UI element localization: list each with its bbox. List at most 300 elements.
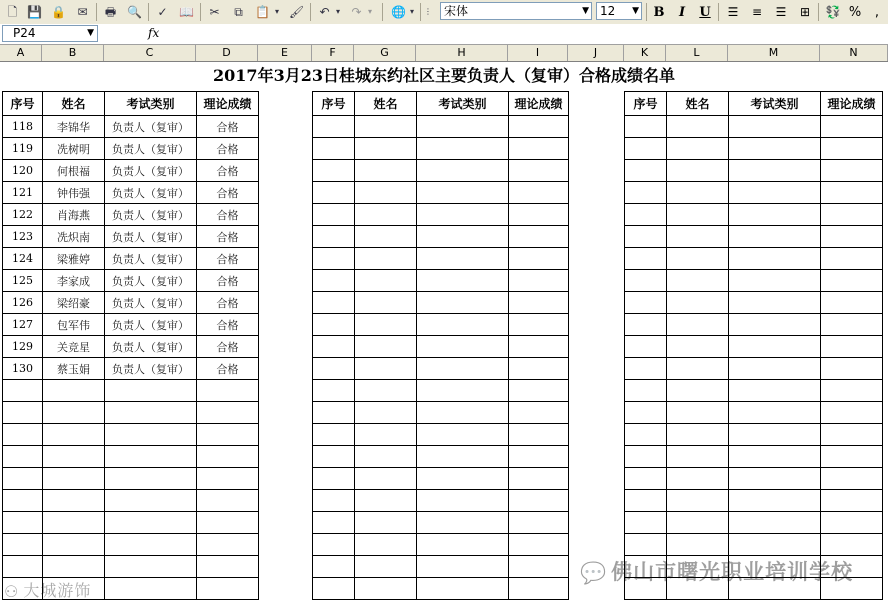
new-document-icon[interactable]: 🗋 bbox=[7, 4, 18, 19]
category-cell[interactable]: 负责人（复审） bbox=[105, 270, 197, 292]
category-cell[interactable] bbox=[417, 160, 509, 182]
score-cell[interactable]: 合格 bbox=[197, 336, 259, 358]
category-cell[interactable]: 负责人（复审） bbox=[105, 182, 197, 204]
category-cell[interactable] bbox=[105, 446, 197, 468]
seq-cell[interactable] bbox=[3, 556, 43, 578]
italic-button[interactable]: I bbox=[678, 4, 686, 20]
seq-cell[interactable] bbox=[313, 270, 355, 292]
category-cell[interactable]: 负责人（复审） bbox=[105, 248, 197, 270]
name-cell[interactable] bbox=[667, 204, 729, 226]
col-header-f[interactable]: F bbox=[312, 45, 354, 61]
score-cell[interactable] bbox=[509, 380, 569, 402]
seq-cell[interactable] bbox=[313, 314, 355, 336]
research-icon[interactable]: 📖 bbox=[179, 4, 194, 19]
seq-cell[interactable] bbox=[313, 160, 355, 182]
score-cell[interactable] bbox=[821, 182, 883, 204]
seq-cell[interactable] bbox=[313, 534, 355, 556]
category-cell[interactable] bbox=[417, 380, 509, 402]
seq-cell[interactable] bbox=[313, 358, 355, 380]
score-cell[interactable] bbox=[509, 446, 569, 468]
name-cell[interactable] bbox=[355, 490, 417, 512]
score-cell[interactable] bbox=[509, 270, 569, 292]
font-size-select[interactable] bbox=[596, 2, 642, 20]
name-cell[interactable]: 蔡玉娟 bbox=[43, 358, 105, 380]
seq-cell[interactable] bbox=[625, 468, 667, 490]
print-icon[interactable]: 🖶 bbox=[104, 4, 117, 19]
category-cell[interactable] bbox=[729, 204, 821, 226]
seq-cell[interactable] bbox=[313, 138, 355, 160]
category-cell[interactable]: 负责人（复审） bbox=[105, 292, 197, 314]
score-cell[interactable] bbox=[821, 314, 883, 336]
col-header-k[interactable]: K bbox=[624, 45, 666, 61]
seq-cell[interactable] bbox=[313, 578, 355, 600]
spelling-icon[interactable]: ✓ bbox=[157, 4, 168, 19]
name-cell[interactable] bbox=[43, 512, 105, 534]
seq-cell[interactable] bbox=[625, 534, 667, 556]
category-cell[interactable] bbox=[729, 292, 821, 314]
undo-icon[interactable]: ↶ bbox=[319, 4, 330, 19]
name-cell[interactable] bbox=[667, 380, 729, 402]
score-cell[interactable] bbox=[509, 116, 569, 138]
seq-cell[interactable] bbox=[313, 182, 355, 204]
seq-cell[interactable] bbox=[313, 292, 355, 314]
seq-cell[interactable]: 130 bbox=[3, 358, 43, 380]
seq-cell[interactable] bbox=[313, 336, 355, 358]
score-cell[interactable] bbox=[509, 578, 569, 600]
name-cell[interactable] bbox=[667, 314, 729, 336]
header-score[interactable]: 理论成绩 bbox=[821, 92, 883, 116]
score-cell[interactable] bbox=[821, 248, 883, 270]
score-cell[interactable] bbox=[197, 534, 259, 556]
seq-cell[interactable] bbox=[625, 116, 667, 138]
score-cell[interactable]: 合格 bbox=[197, 226, 259, 248]
name-cell[interactable] bbox=[355, 534, 417, 556]
seq-cell[interactable] bbox=[625, 336, 667, 358]
name-cell[interactable]: 关竞星 bbox=[43, 336, 105, 358]
score-cell[interactable] bbox=[821, 270, 883, 292]
seq-cell[interactable] bbox=[3, 512, 43, 534]
seq-cell[interactable] bbox=[313, 116, 355, 138]
category-cell[interactable] bbox=[729, 138, 821, 160]
seq-cell[interactable] bbox=[625, 402, 667, 424]
bold-button[interactable]: B bbox=[653, 4, 665, 20]
underline-button[interactable]: U bbox=[699, 4, 711, 20]
name-cell[interactable] bbox=[355, 182, 417, 204]
seq-cell[interactable] bbox=[625, 248, 667, 270]
seq-cell[interactable] bbox=[3, 534, 43, 556]
score-cell[interactable] bbox=[509, 292, 569, 314]
seq-cell[interactable] bbox=[3, 446, 43, 468]
score-cell[interactable] bbox=[197, 490, 259, 512]
score-cell[interactable]: 合格 bbox=[197, 358, 259, 380]
score-cell[interactable] bbox=[509, 490, 569, 512]
score-cell[interactable] bbox=[509, 138, 569, 160]
score-cell[interactable] bbox=[197, 380, 259, 402]
hyperlink-icon[interactable]: 🌐 bbox=[391, 4, 406, 19]
score-cell[interactable] bbox=[821, 292, 883, 314]
seq-cell[interactable] bbox=[625, 226, 667, 248]
score-cell[interactable] bbox=[197, 556, 259, 578]
copy-icon[interactable]: ⧉ bbox=[234, 4, 243, 19]
name-cell[interactable] bbox=[667, 226, 729, 248]
seq-cell[interactable] bbox=[625, 292, 667, 314]
col-header-h[interactable]: H bbox=[416, 45, 508, 61]
seq-cell[interactable]: 127 bbox=[3, 314, 43, 336]
category-cell[interactable] bbox=[105, 534, 197, 556]
seq-cell[interactable] bbox=[313, 512, 355, 534]
category-cell[interactable] bbox=[417, 116, 509, 138]
score-cell[interactable]: 合格 bbox=[197, 314, 259, 336]
name-cell[interactable]: 冼树明 bbox=[43, 138, 105, 160]
name-cell[interactable] bbox=[355, 402, 417, 424]
col-header-c[interactable]: C bbox=[104, 45, 196, 61]
seq-cell[interactable] bbox=[313, 226, 355, 248]
name-cell[interactable] bbox=[43, 402, 105, 424]
category-cell[interactable] bbox=[729, 446, 821, 468]
name-cell[interactable] bbox=[43, 556, 105, 578]
name-cell[interactable] bbox=[355, 116, 417, 138]
category-cell[interactable] bbox=[729, 534, 821, 556]
category-cell[interactable] bbox=[729, 490, 821, 512]
score-cell[interactable] bbox=[509, 512, 569, 534]
print-preview-icon[interactable]: 🔍 bbox=[127, 4, 142, 19]
name-cell[interactable] bbox=[355, 358, 417, 380]
header-name[interactable]: 姓名 bbox=[667, 92, 729, 116]
category-cell[interactable] bbox=[105, 578, 197, 600]
category-cell[interactable] bbox=[729, 248, 821, 270]
header-category[interactable]: 考试类别 bbox=[105, 92, 197, 116]
name-cell[interactable] bbox=[667, 292, 729, 314]
paste-icon[interactable]: 📋 bbox=[255, 4, 270, 19]
seq-cell[interactable] bbox=[313, 424, 355, 446]
category-cell[interactable] bbox=[729, 160, 821, 182]
score-cell[interactable] bbox=[197, 512, 259, 534]
col-header-a[interactable]: A bbox=[0, 45, 42, 61]
seq-cell[interactable]: 120 bbox=[3, 160, 43, 182]
name-cell[interactable] bbox=[355, 468, 417, 490]
seq-cell[interactable] bbox=[3, 490, 43, 512]
score-cell[interactable] bbox=[509, 314, 569, 336]
category-cell[interactable] bbox=[729, 468, 821, 490]
name-cell[interactable] bbox=[667, 336, 729, 358]
score-cell[interactable]: 合格 bbox=[197, 270, 259, 292]
category-cell[interactable] bbox=[417, 468, 509, 490]
name-cell[interactable] bbox=[355, 446, 417, 468]
category-cell[interactable] bbox=[105, 512, 197, 534]
redo-icon[interactable]: ↷ bbox=[351, 4, 362, 19]
cut-icon[interactable]: ✂ bbox=[209, 4, 220, 19]
score-cell[interactable] bbox=[821, 424, 883, 446]
category-cell[interactable] bbox=[105, 402, 197, 424]
category-cell[interactable] bbox=[105, 468, 197, 490]
header-seq[interactable]: 序号 bbox=[313, 92, 355, 116]
name-cell[interactable] bbox=[355, 138, 417, 160]
col-header-l[interactable]: L bbox=[666, 45, 728, 61]
category-cell[interactable] bbox=[105, 556, 197, 578]
seq-cell[interactable] bbox=[625, 424, 667, 446]
name-cell[interactable] bbox=[667, 116, 729, 138]
worksheet[interactable] bbox=[0, 61, 888, 610]
seq-cell[interactable]: 124 bbox=[3, 248, 43, 270]
score-cell[interactable] bbox=[197, 468, 259, 490]
header-seq[interactable]: 序号 bbox=[625, 92, 667, 116]
align-center-icon[interactable]: ≡ bbox=[751, 5, 763, 19]
name-cell[interactable] bbox=[355, 270, 417, 292]
name-cell[interactable] bbox=[667, 402, 729, 424]
seq-cell[interactable] bbox=[3, 424, 43, 446]
name-cell[interactable]: 肖海燕 bbox=[43, 204, 105, 226]
score-cell[interactable] bbox=[509, 248, 569, 270]
name-cell[interactable] bbox=[355, 248, 417, 270]
score-cell[interactable] bbox=[821, 468, 883, 490]
sheet-title[interactable]: 2017年3月23日桂城东约社区主要负责人（复审）合格成绩名单 bbox=[213, 66, 675, 85]
score-cell[interactable] bbox=[821, 138, 883, 160]
name-cell[interactable] bbox=[667, 534, 729, 556]
save-icon[interactable]: 💾 bbox=[27, 4, 42, 19]
name-cell[interactable] bbox=[667, 490, 729, 512]
name-cell[interactable] bbox=[667, 182, 729, 204]
score-cell[interactable] bbox=[821, 160, 883, 182]
score-cell[interactable] bbox=[509, 424, 569, 446]
seq-cell[interactable] bbox=[313, 204, 355, 226]
category-cell[interactable] bbox=[105, 380, 197, 402]
score-cell[interactable]: 合格 bbox=[197, 116, 259, 138]
category-cell[interactable]: 负责人（复审） bbox=[105, 358, 197, 380]
name-cell[interactable]: 梁绍豪 bbox=[43, 292, 105, 314]
score-cell[interactable] bbox=[509, 336, 569, 358]
seq-cell[interactable] bbox=[313, 380, 355, 402]
name-cell[interactable] bbox=[355, 556, 417, 578]
score-cell[interactable] bbox=[821, 490, 883, 512]
score-cell[interactable] bbox=[509, 402, 569, 424]
name-cell[interactable] bbox=[667, 160, 729, 182]
name-cell[interactable]: 冼炽南 bbox=[43, 226, 105, 248]
name-cell[interactable] bbox=[355, 380, 417, 402]
score-cell[interactable] bbox=[509, 468, 569, 490]
redo-dropdown-icon[interactable]: ▾ bbox=[367, 6, 372, 16]
percent-button[interactable]: % bbox=[848, 4, 862, 20]
align-left-icon[interactable]: ☰ bbox=[727, 5, 739, 19]
category-cell[interactable] bbox=[729, 270, 821, 292]
category-cell[interactable] bbox=[417, 512, 509, 534]
name-cell[interactable] bbox=[355, 424, 417, 446]
name-cell[interactable]: 何根福 bbox=[43, 160, 105, 182]
category-cell[interactable] bbox=[417, 402, 509, 424]
category-cell[interactable]: 负责人（复审） bbox=[105, 138, 197, 160]
category-cell[interactable]: 负责人（复审） bbox=[105, 336, 197, 358]
seq-cell[interactable]: 123 bbox=[3, 226, 43, 248]
seq-cell[interactable] bbox=[3, 402, 43, 424]
category-cell[interactable] bbox=[417, 424, 509, 446]
permission-icon[interactable]: 🔒 bbox=[51, 4, 66, 19]
seq-cell[interactable]: 126 bbox=[3, 292, 43, 314]
score-cell[interactable] bbox=[821, 226, 883, 248]
comma-style-icon[interactable]: , bbox=[874, 4, 880, 20]
insert-function-button[interactable]: fx bbox=[148, 26, 160, 40]
category-cell[interactable] bbox=[729, 424, 821, 446]
name-cell[interactable] bbox=[355, 292, 417, 314]
score-cell[interactable] bbox=[821, 402, 883, 424]
score-cell[interactable]: 合格 bbox=[197, 160, 259, 182]
seq-cell[interactable] bbox=[625, 160, 667, 182]
category-cell[interactable] bbox=[417, 556, 509, 578]
name-cell[interactable] bbox=[355, 226, 417, 248]
category-cell[interactable] bbox=[417, 292, 509, 314]
category-cell[interactable] bbox=[417, 226, 509, 248]
score-cell[interactable] bbox=[197, 424, 259, 446]
seq-cell[interactable]: 118 bbox=[3, 116, 43, 138]
align-right-icon[interactable]: ☰ bbox=[775, 5, 787, 19]
score-cell[interactable] bbox=[509, 358, 569, 380]
seq-cell[interactable]: 129 bbox=[3, 336, 43, 358]
paste-dropdown-icon[interactable]: ▾ bbox=[274, 6, 279, 16]
header-category[interactable]: 考试类别 bbox=[729, 92, 821, 116]
score-cell[interactable] bbox=[821, 534, 883, 556]
hyperlink-dropdown-icon[interactable]: ▾ bbox=[409, 6, 414, 16]
category-cell[interactable] bbox=[729, 512, 821, 534]
name-cell[interactable]: 李锦华 bbox=[43, 116, 105, 138]
category-cell[interactable] bbox=[729, 336, 821, 358]
score-cell[interactable]: 合格 bbox=[197, 292, 259, 314]
col-header-d[interactable]: D bbox=[196, 45, 258, 61]
category-cell[interactable] bbox=[729, 226, 821, 248]
seq-cell[interactable]: 121 bbox=[3, 182, 43, 204]
col-header-e[interactable]: E bbox=[258, 45, 312, 61]
seq-cell[interactable] bbox=[313, 446, 355, 468]
seq-cell[interactable] bbox=[625, 204, 667, 226]
category-cell[interactable] bbox=[417, 446, 509, 468]
category-cell[interactable]: 负责人（复审） bbox=[105, 116, 197, 138]
col-header-i[interactable]: I bbox=[508, 45, 568, 61]
category-cell[interactable] bbox=[417, 270, 509, 292]
seq-cell[interactable] bbox=[625, 446, 667, 468]
name-cell[interactable] bbox=[43, 424, 105, 446]
name-cell[interactable] bbox=[667, 270, 729, 292]
score-cell[interactable] bbox=[509, 182, 569, 204]
merge-center-icon[interactable]: ⊞ bbox=[799, 5, 811, 19]
undo-dropdown-icon[interactable]: ▾ bbox=[335, 6, 340, 16]
col-header-j[interactable]: J bbox=[568, 45, 624, 61]
name-cell[interactable] bbox=[667, 138, 729, 160]
score-cell[interactable] bbox=[821, 204, 883, 226]
score-cell[interactable] bbox=[821, 446, 883, 468]
header-category[interactable]: 考试类别 bbox=[417, 92, 509, 116]
name-cell[interactable] bbox=[43, 490, 105, 512]
header-name[interactable]: 姓名 bbox=[355, 92, 417, 116]
score-cell[interactable]: 合格 bbox=[197, 182, 259, 204]
score-cell[interactable] bbox=[821, 116, 883, 138]
score-cell[interactable] bbox=[509, 226, 569, 248]
col-header-g[interactable]: G bbox=[354, 45, 416, 61]
seq-cell[interactable]: 125 bbox=[3, 270, 43, 292]
name-cell[interactable] bbox=[355, 314, 417, 336]
seq-cell[interactable]: 119 bbox=[3, 138, 43, 160]
name-cell[interactable] bbox=[667, 468, 729, 490]
header-seq[interactable]: 序号 bbox=[3, 92, 43, 116]
col-header-n[interactable]: N bbox=[820, 45, 888, 61]
category-cell[interactable] bbox=[729, 358, 821, 380]
category-cell[interactable]: 负责人（复审） bbox=[105, 204, 197, 226]
category-cell[interactable] bbox=[417, 490, 509, 512]
score-cell[interactable] bbox=[197, 402, 259, 424]
category-cell[interactable] bbox=[417, 358, 509, 380]
seq-cell[interactable] bbox=[313, 248, 355, 270]
seq-cell[interactable] bbox=[625, 182, 667, 204]
name-cell[interactable] bbox=[667, 424, 729, 446]
currency-icon[interactable]: 💱 bbox=[825, 5, 841, 19]
category-cell[interactable]: 负责人（复审） bbox=[105, 160, 197, 182]
name-cell[interactable] bbox=[667, 446, 729, 468]
category-cell[interactable] bbox=[105, 490, 197, 512]
category-cell[interactable] bbox=[729, 116, 821, 138]
seq-cell[interactable] bbox=[625, 270, 667, 292]
category-cell[interactable] bbox=[729, 182, 821, 204]
font-name-select[interactable] bbox=[440, 2, 592, 20]
category-cell[interactable] bbox=[729, 380, 821, 402]
category-cell[interactable] bbox=[417, 182, 509, 204]
seq-cell[interactable] bbox=[313, 402, 355, 424]
score-cell[interactable] bbox=[509, 204, 569, 226]
toolbar-grip-icon[interactable]: ⋮ bbox=[424, 6, 432, 16]
name-cell[interactable]: 包军伟 bbox=[43, 314, 105, 336]
category-cell[interactable] bbox=[417, 336, 509, 358]
seq-cell[interactable] bbox=[625, 358, 667, 380]
name-cell[interactable] bbox=[43, 534, 105, 556]
formula-input[interactable] bbox=[165, 25, 887, 42]
score-cell[interactable] bbox=[197, 578, 259, 600]
score-cell[interactable]: 合格 bbox=[197, 138, 259, 160]
score-cell[interactable] bbox=[821, 512, 883, 534]
name-cell[interactable] bbox=[43, 468, 105, 490]
category-cell[interactable]: 负责人（复审） bbox=[105, 314, 197, 336]
score-cell[interactable] bbox=[821, 380, 883, 402]
seq-cell[interactable] bbox=[3, 380, 43, 402]
name-cell[interactable] bbox=[355, 578, 417, 600]
category-cell[interactable] bbox=[417, 138, 509, 160]
name-cell[interactable] bbox=[667, 358, 729, 380]
score-cell[interactable] bbox=[821, 336, 883, 358]
name-cell[interactable] bbox=[43, 380, 105, 402]
seq-cell[interactable] bbox=[3, 468, 43, 490]
seq-cell[interactable] bbox=[625, 490, 667, 512]
category-cell[interactable] bbox=[729, 314, 821, 336]
score-cell[interactable]: 合格 bbox=[197, 248, 259, 270]
category-cell[interactable] bbox=[417, 534, 509, 556]
category-cell[interactable] bbox=[729, 402, 821, 424]
name-cell[interactable] bbox=[667, 512, 729, 534]
name-cell[interactable] bbox=[355, 204, 417, 226]
name-cell[interactable]: 李家成 bbox=[43, 270, 105, 292]
name-box-dropdown-icon[interactable]: ▼ bbox=[87, 28, 94, 38]
seq-cell[interactable] bbox=[625, 380, 667, 402]
score-cell[interactable] bbox=[509, 534, 569, 556]
seq-cell[interactable] bbox=[625, 314, 667, 336]
font-size-dropdown-icon[interactable]: ▼ bbox=[632, 6, 639, 16]
score-cell[interactable] bbox=[509, 160, 569, 182]
seq-cell[interactable] bbox=[313, 490, 355, 512]
score-cell[interactable] bbox=[197, 446, 259, 468]
col-header-m[interactable]: M bbox=[728, 45, 820, 61]
category-cell[interactable] bbox=[417, 314, 509, 336]
seq-cell[interactable] bbox=[625, 512, 667, 534]
category-cell[interactable] bbox=[417, 248, 509, 270]
header-score[interactable]: 理论成绩 bbox=[509, 92, 569, 116]
col-header-b[interactable]: B bbox=[42, 45, 104, 61]
seq-cell[interactable]: 122 bbox=[3, 204, 43, 226]
name-box[interactable] bbox=[2, 25, 98, 42]
header-name[interactable]: 姓名 bbox=[43, 92, 105, 116]
name-cell[interactable] bbox=[355, 160, 417, 182]
